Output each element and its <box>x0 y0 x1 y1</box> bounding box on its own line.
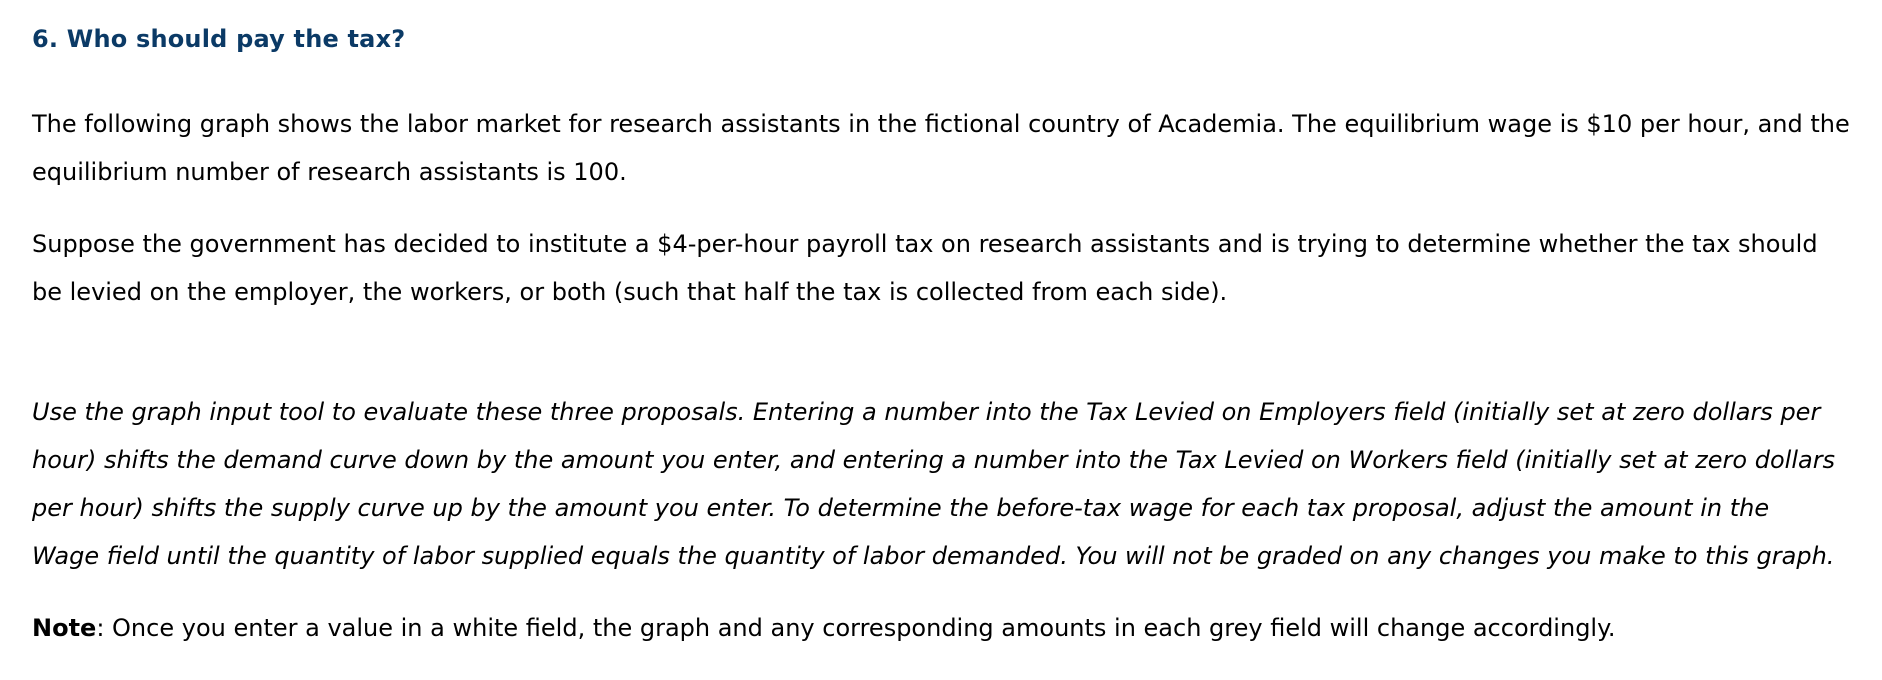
tax-proposal-paragraph-line-2: be levied on the employer, the workers, or both (such that half the tax is collected from each side). <box>32 278 1228 306</box>
tax-proposal-paragraph <box>32 220 1882 316</box>
intro-paragraph-line-2: equilibrium number of research assistants is 100. <box>32 158 627 186</box>
intro-paragraph <box>32 100 1882 196</box>
intro-paragraph-line-1: The following graph shows the labor market for research assistants in the fictional country of Academia. The equilibrium wage is $10 per hour, and the <box>32 110 1850 138</box>
instructions-paragraph-line-2: hour) shifts the demand curve down by the amount you enter, and entering a number into the Tax Levied on Workers field (initially set at zero dollars <box>32 446 1836 474</box>
instructions-paragraph-line-4: Wage field until the quantity of labor supplied equals the quantity of labor demanded. You will not be graded on any changes you make to this graph. <box>32 542 1835 570</box>
tax-proposal-paragraph-line-1: Suppose the government has decided to institute a $4-per-hour payroll tax on research assistants and is trying to determine whether the tax should <box>32 230 1818 258</box>
instructions-paragraph-line-1: Use the graph input tool to evaluate these three proposals. Entering a number into the Tax Levied on Employers field (initially set at zero dollars per <box>32 398 1821 426</box>
note-paragraph <box>32 604 1882 652</box>
note-label: Note <box>32 614 97 642</box>
instructions-paragraph <box>32 388 1882 580</box>
question-title: 6. Who should pay the tax? <box>32 25 406 53</box>
note-text: : Once you enter a value in a white field, the graph and any corresponding amounts in each grey field will change accordingly. <box>96 614 1616 642</box>
instructions-paragraph-line-3: per hour) shifts the supply curve up by the amount you enter. To determine the before-tax wage for each tax proposal, adjust the amount in the <box>32 494 1770 522</box>
